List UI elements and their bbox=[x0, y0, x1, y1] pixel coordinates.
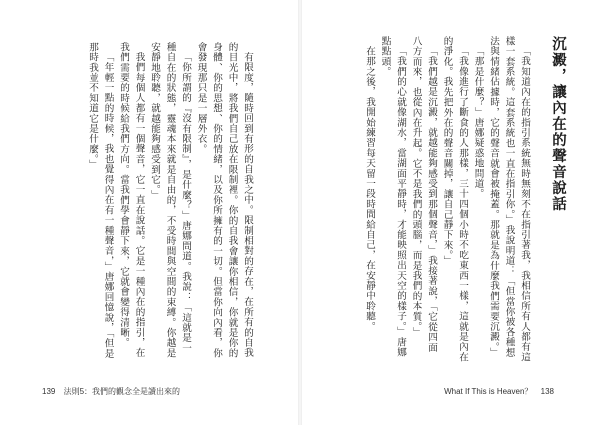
paragraph: 「我們的心就像湖水，當湖面平靜時，才能映照出天空的樣子。」唐娜點點頭。 bbox=[379, 36, 406, 357]
section-heading: 沉澱，讓內在的聲音說話 bbox=[550, 36, 566, 212]
page-number: 139 bbox=[42, 387, 56, 396]
page-number: 138 bbox=[540, 387, 554, 396]
paragraph: 有限度，隨時回到有形的自我之中。限制相對的存在，在所有的自我的目光中，將我們自己放在限制裡。你的自我會讓你相信，你就是你的身體、你的思想、你的情緒，以及你所擁有的一切。但當你向內看，你會發現那只是一層外衣。 bbox=[195, 42, 253, 359]
running-title: 法則5：我們的觀念全是讀出來的 bbox=[63, 387, 181, 396]
running-title: What If This is Heaven？ bbox=[444, 387, 533, 396]
left-page-body bbox=[70, 42, 255, 362]
paragraph: 「年輕一點的時候，我也覺得內在有一種聲音，」唐娜回憶說，「但是那時我並不知道它是什麼。」 bbox=[87, 42, 114, 359]
paragraph: 「那是什麼？」唐娜疑惑地問道。 bbox=[472, 45, 484, 199]
paragraph: 在那之後，我開始練習每天留一段時間給自己，在安靜中聆聽。 bbox=[364, 45, 375, 332]
paragraph: 「我像進行了斷食的人那樣，三十四個小時不吃東西一樣，這就是內在的淨化。我先把外在的聲音關掉，讓自己靜下來。」 bbox=[441, 36, 468, 362]
right-footer bbox=[444, 386, 560, 397]
right-page-body bbox=[310, 36, 532, 362]
right-page bbox=[300, 0, 600, 425]
paragraph: 「我知道內在的指引系統無時無刻不在指引著我，我相信所有人都有這樣一套系統。這套系統也一直在指引你。」我說明道：「但當你被各種想法與情緒佔據時，它的聲音就會被掩蓋。那就是為什麼我們需要沉澱。」 bbox=[488, 36, 530, 362]
left-footer bbox=[36, 386, 180, 397]
paragraph: 「你所謂的『沒有限制』，是什麼？」唐娜問道。我說：「這就是一種自在的狀態，靈魂本來就是自由的，不受時間與空間的束縛。你越是安靜地聆聽，就越能夠感受到它。」 bbox=[149, 42, 191, 359]
paragraph: 我們每個人都有一個聲音，它一直在說話。它是一種內在的指引，在我們需要的時候給我們方向。當我們學會靜下來，它就會變得清晰。 bbox=[118, 42, 145, 358]
paragraph: 「我們越是沉澱，就越能夠感受到那個聲音，」我接著說，「它從四面八方而來，也從內在升起。它不是我們的頭腦，而是我們的本質。」 bbox=[410, 36, 437, 353]
